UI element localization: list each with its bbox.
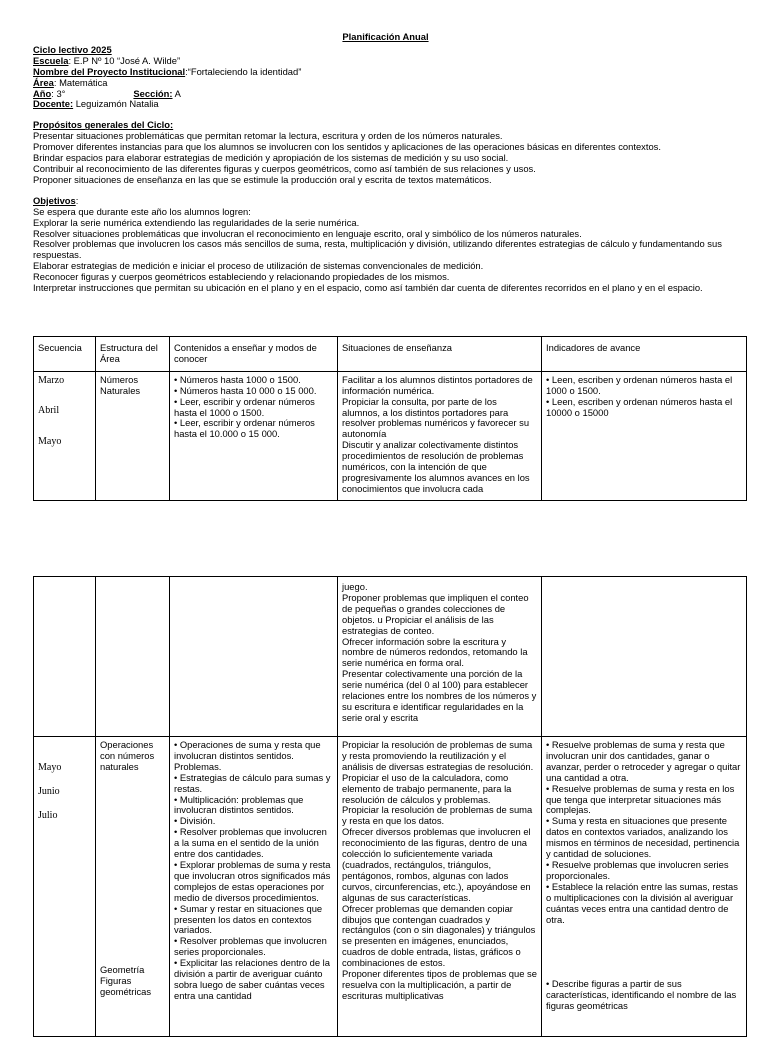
list-item: Propiciar la resolución de problemas de suma y resta promoviendo la reutilización y el análisis de diversas estrategias de resolución. — [342, 739, 534, 772]
list-item: Resolver problemas que involucren los casos más sencillos de suma, resta, multiplicación y división, utilizando diferentes estrategias de cálculo y fundamentando sus respuestas. — [33, 238, 722, 261]
list-item: Facilitar a los alumnos distintos portadores de información numérica. — [342, 373, 533, 396]
propositos-heading: Propósitos generales del Ciclo: — [33, 119, 174, 131]
header-contenidos: Contenidos a enseñar y modos de conocer — [170, 337, 338, 372]
list-item: • Leer, escribir y ordenar números hasta el 10.000 o 15 000. — [174, 417, 315, 440]
month: Junio — [38, 785, 60, 797]
list-item: Promover diferentes instancias para que los alumnos se involucren con los sentidos y aplicaciones de las operaciones básicas en diferentes contextos. — [33, 141, 661, 153]
list-item: • Resuelve problemas de suma y resta en los que tenga que interpretar situaciones más complejas. — [546, 782, 735, 816]
contenidos-cell — [170, 371, 338, 500]
seccion-label: Sección: — [133, 87, 173, 99]
list-item: Presentar situaciones problemáticas que permitan retomar la lectura, escritura y orden de los números naturales. — [33, 130, 503, 142]
month: Mayo — [38, 762, 62, 773]
months-cell — [34, 371, 96, 500]
situaciones-cell — [338, 737, 542, 1037]
list-item: • Leen, escriben y ordenan números hasta el 1000 o 1500. — [546, 373, 733, 396]
list-item: • Explicitar las relaciones dentro de la división a partir de averiguar cuánto sobra luego de saber cuántas veces entra una cantidad — [174, 957, 330, 1001]
list-item: • Números hasta 1000 o 1500. — [174, 373, 301, 385]
list-item: • Estrategias de cálculo para sumas y restas. — [174, 771, 331, 794]
list-item: • Resolver problemas que involucren a la suma en el sentido de la unión entre dos cantidades. — [174, 826, 327, 860]
list-item: Propiciar la resolución de problemas de suma y resta en que los datos. — [342, 804, 533, 827]
list-item: Resolver situaciones problemáticas que involucran el reconocimiento en lenguaje escrito, oral y simbólico de los números naturales. — [33, 227, 582, 239]
anio-label: Año — [33, 87, 52, 99]
list-item: • Suma y resta en situaciones que presente datos en contextos variados, analizando los mismos en términos de necesidad, pertinencia y cantidad de soluciones. — [546, 815, 740, 860]
list-item: Proponer problemas que impliquen el conteo de pequeñas o grandes colecciones de objetos. u Propiciar el análisis de las estrategias de conteo. — [342, 591, 529, 636]
list-item: Proponer situaciones de enseñanza en las que se estimule la producción oral y escrita de textos matemáticos. — [33, 173, 492, 185]
docente-value: Leguizamón Natalia — [73, 98, 159, 110]
table-row — [34, 577, 747, 737]
header-secuencia: Secuencia — [34, 337, 96, 372]
list-item: • Números hasta 10 000 o 15 000. — [174, 384, 317, 396]
empty-cell — [96, 577, 170, 737]
list-item: • Resuelve problemas de suma y resta que involucran unir dos cantidades, ganar o avanzar, perder o retroceder y agregar o quitar una cantidad a otra. — [546, 739, 741, 783]
objetivos-intro: Se espera que durante este año los alumnos logren: — [33, 205, 251, 217]
table-row — [34, 371, 747, 500]
planning-table-page2 — [33, 576, 747, 1037]
month: Mayo — [38, 435, 62, 447]
list-item: Presentar colectivamente una porción de la serie numérica (del 0 al 100) para establecer relaciones entre los nombres de los números y su escritura e identificar regularidades en la serie oral y escrita — [342, 668, 537, 723]
escuela-value: : E.P Nº 10 “José A. Wilde” — [68, 54, 181, 66]
header-estructura: Estructura del Área — [96, 337, 170, 372]
indicadores-geometria — [546, 979, 742, 1012]
list-item: Propiciar la consulta, por parte de los alumnos, a los distintos portadores para resolver problemas numéricos y favorecer su autonomía — [342, 395, 530, 440]
header-indicadores: Indicadores de avance — [542, 337, 747, 372]
list-item: • Explorar problemas de suma y resta que involucran otros significados más complejos de estas operaciones por medio de diversos procedimientos. — [174, 858, 331, 903]
list-item: • Establece la relación entre las sumas, restas o multiplicaciones con la división al averiguar cuántas veces entra una cantidad dentro de otra. — [546, 880, 738, 925]
docente-line — [33, 99, 738, 110]
list-item: Reconocer figuras y cuerpos geométricos estableciendo y relacionando propiedades de los mismos. — [33, 271, 450, 283]
list-item: Interpretar instrucciones que permitan su ubicación en el plano y en el espacio, como así también dar cuenta de diferentes recorridos en el plano y en el espacio. — [33, 282, 703, 294]
objetivos-list — [33, 218, 738, 294]
estructura-cell: Números Naturales — [96, 371, 170, 500]
list-item: • Leen, escriben y ordenan números hasta el 10000 o 15000 — [546, 395, 733, 418]
docente-label: Docente: — [33, 98, 74, 110]
contenidos-cell — [170, 737, 338, 1037]
list-item: • División. — [174, 815, 216, 827]
ciclo-label: Ciclo lectivo 2025 — [33, 43, 112, 55]
list-item: Discutir y analizar colectivamente distintos procedimientos de resolución de problemas numéricos, con la intención de que progresivamente los alumnos avances en los conocimientos que involucra cada — [342, 439, 530, 494]
list-item: • Resuelve problemas que involucren series proporcionales. — [546, 858, 729, 881]
situaciones-cell — [338, 577, 542, 737]
anio-value: : 3° — [51, 87, 66, 99]
empty-cell — [542, 577, 747, 737]
list-item: Ofrecer información sobre la escritura y nombre de números redondos, retomando la serie numérica en forma oral. — [342, 635, 528, 669]
list-item: • Multiplicación: problemas que involucran distintos sentidos. — [174, 793, 304, 816]
month: Abril — [38, 404, 60, 416]
indicadores-cell — [542, 737, 747, 1037]
empty-cell — [170, 577, 338, 737]
indicadores-cell — [542, 371, 747, 500]
planning-table-page1 — [33, 336, 747, 501]
area-label: Área — [33, 76, 54, 88]
proyecto-label: Nombre del Proyecto Institucional — [33, 65, 186, 77]
proyecto-line — [33, 67, 738, 78]
list-item: • Operaciones de suma y resta que involucran distintos sentidos. Problemas. — [174, 739, 321, 772]
table-header-row — [34, 337, 747, 372]
escuela-label: Escuela — [33, 54, 69, 66]
list-item: • Leer, escribir y ordenar números hasta el 1000 o 1500. — [174, 395, 315, 418]
list-item: • Resolver problemas que involucren series proporcionales. — [174, 935, 327, 958]
empty-cell — [34, 577, 96, 737]
list-item: juego. — [342, 581, 368, 592]
list-item: Explorar la serie numérica extendiendo las regularidades de la serie numérica. — [33, 216, 360, 228]
document-page — [33, 32, 738, 294]
list-item: Contribuir al reconocimiento de las diferentes figuras y cuerpos geométricos, como así también de sus relaciones y usos. — [33, 162, 536, 174]
list-item: Ofrecer problemas que demanden copiar dibujos que contengan cuadrados y rectángulos (con o sin diagonales) y triángulos se presenten en imágenes, enunciados, cuadros de doble entrada, listas, gráficos o combinaciones de estos. — [342, 902, 536, 969]
month: Julio — [38, 809, 58, 821]
objetivos-heading: Objetivos — [33, 194, 76, 206]
month: Marzo — [38, 374, 65, 386]
list-item: • Sumar y restar en situaciones que presenten los datos en contextos variados. — [174, 902, 323, 936]
list-item: Brindar espacios para elaborar estrategias de medición y apropiación de los sistemas de medición y su uso social. — [33, 152, 509, 164]
indicadores-operaciones — [546, 740, 742, 925]
estructura-cell — [96, 737, 170, 1037]
table-row — [34, 737, 747, 1037]
proyecto-value: :“Fortaleciendo la identidad” — [185, 65, 302, 77]
list-item: • Describe figuras a partir de sus características, identificando el nombre de las figuras geométricas — [546, 978, 737, 1012]
propositos-list — [33, 131, 738, 186]
objetivos-heading-suffix: : — [75, 194, 79, 206]
list-item: Elaborar estrategias de medición e iniciar el proceso de utilización de sistemas convencionales de medición. — [33, 260, 484, 272]
list-item: Propiciar el uso de la calculadora, como elemento de trabajo permanente, para la resolución de cálculos y problemas. — [342, 771, 512, 805]
estructura-geometria: Geometría Figuras geométricas — [100, 963, 152, 997]
page-title: Planificación Anual — [342, 31, 429, 42]
area-value: : Matemática — [53, 76, 108, 88]
situaciones-cell — [338, 371, 542, 500]
seccion-value: A — [172, 87, 181, 99]
months-cell — [34, 737, 96, 1037]
header-situaciones: Situaciones de enseñanza — [338, 337, 542, 372]
estructura-operaciones: Operaciones con números naturales — [100, 739, 155, 772]
list-item: Proponer diferentes tipos de problemas que se resuelva con la multiplicación, a partir de escrituras multiplicativas — [342, 968, 537, 1001]
list-item: Ofrecer diversos problemas que involucren el reconocimiento de las figuras, dentro de una colección lo suficientemente variada (cuadrados, rectángulos, triángulos, pentágonos, rombos, algunas con lados curvos, circunferencias, etc.), apoyándose en algunas de sus características. — [342, 826, 531, 903]
